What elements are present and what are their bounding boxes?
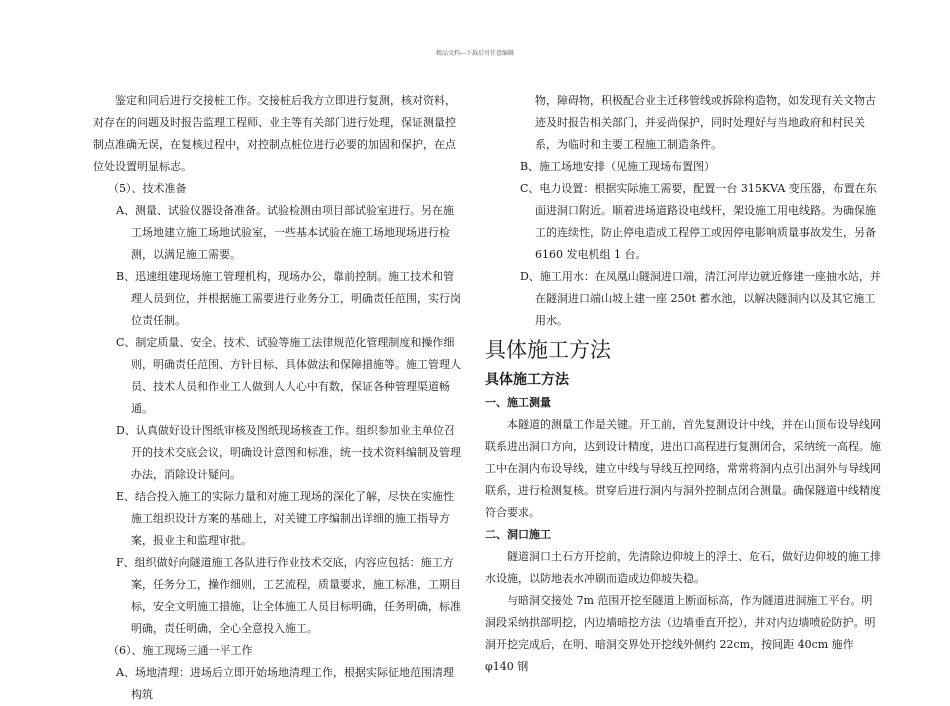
list-item: A、测量、试验仪器设备准备。试验检测由项目部试验室进行。另在施工场地建立施工场地试验室，一些基本试验在施工场地现场进行检测，以满足施工需要。 bbox=[116, 204, 454, 261]
list-item: D、认真做好设计图纸审核及图纸现场核查工作。组织参加业主单位召开的技术交底会议，明确设计意图和标准，统一技术资料编制及管理办法，消除设计疑问。 bbox=[116, 424, 461, 481]
list-item: A、场地清理：进场后立即开始场地清理工作，根据实际征地范围清理构筑 bbox=[116, 666, 454, 701]
section-1-title: 一、施工测量 bbox=[485, 396, 551, 409]
list-item: F、组织做好向隧道施工各队进行作业技术交底，内容应包括：施工方案，任务分工，操作细则，工艺流程，质量要求，施工标准，工期目标，安全文明施工措施，让全体施工人员目标明确，任务明确，标准明确，责任明确，全心全意投入施工。 bbox=[116, 556, 461, 635]
page-header: 精品文档---下载后可任意编辑 bbox=[435, 50, 515, 57]
heading-2: 具体施工方法 bbox=[485, 372, 569, 388]
list-item: E、结合投入施工的实际力量和对施工现场的深化了解，尽快在实施性施工组织设计方案的基础上，对关键工序编制出详细的施工指导方案，报业主和监理审批。 bbox=[116, 490, 455, 547]
left-column bbox=[93, 90, 464, 706]
section-2-body-2: 与暗洞交接处 7m 范围开挖至隧道上断面标高，作为隧道进洞施工平台。明洞段采纳拱部明挖，内边墙暗挖方法（边墙垂直开挖），并对内边墙喷砼防护。明洞开挖完成后，在明、暗洞交界处开挖线外侧约 22cm，按间距 40cm 施作 φ140 钢 bbox=[485, 594, 876, 673]
section-1-body: 本隧道的测量工作是关键。开工前，首先复测设计中线，并在山顶布设导线网联系进出洞口方向，达到设计精度，进出口高程进行复测闭合，采纳统一高程。施工中在洞内布设导线，建立中线与导线互控网络，常常将洞内点引出洞外与导线网联系，进行检测复核。贯穿后进行洞内与洞外控制点闭合测量。确保隧道中线精度符合要求。 bbox=[485, 418, 881, 519]
section-2-title: 二、洞口施工 bbox=[485, 528, 551, 541]
continued-paragraph: 物，障碍物，积极配合业主迁移管线或拆除构造物，如发现有关文物古迹及时报告相关部门，并妥尚保护，同时处理好与当地政府和村民关系，为临时和主要工程施工制造条件。 bbox=[535, 94, 876, 151]
section-5-title: （5）、技术准备 bbox=[108, 182, 187, 195]
list-item: B、迅速组建现场施工管理机构，现场办公，靠前控制。施工技术和管理人员到位，并根据施工需要进行业务分工，明确责任范围，实行岗位责任制。 bbox=[116, 270, 461, 327]
intro-paragraph: 鉴定和同后进行交接桩工作。交接桩后我方立即进行复测，核对资料，对存在的问题及时报告监理工程师、业主等有关部门进行处理，保证测量控制点准确无误，在复核过程中，对控制点桩位进行必要的加固和保护，在点位处设置明显标志。 bbox=[93, 94, 456, 173]
heading-1: 具体施工方法 bbox=[485, 338, 611, 362]
right-column bbox=[485, 90, 881, 678]
list-item: D、施工用水：在凤凰山隧洞进口端，清江河岸边就近修建一座抽水站，并在隧洞进口端山坡上建一座 250t 蓄水池，以解决隧洞内以及其它施工用水。 bbox=[520, 270, 881, 327]
list-item: C、电力设置：根据实际施工需要，配置一台 315KVA 变压器，布置在东面进洞口附近。顺着进场道路设电线杆，架设施工用电线路。为确保施工的连续性，防止停电造成工程停工或因停电影响质量事故发生，另备 6160 发电机组 1 台。 bbox=[520, 182, 877, 261]
section-6-title: （6）、施工现场三通一平工作 bbox=[108, 644, 253, 657]
list-item: C、制定质量、安全、技术、试验等施工法律规范化管理制度和操作细则，明确责任范围、方针目标、具体做法和保障措施等。施工管理人员、技术人员和作业工人做到人人心中有数，保证各种管理渠道畅通。 bbox=[116, 336, 461, 415]
section-2-body-1: 隧道洞口土石方开挖前，先清除边仰坡上的浮土、危石，做好边仰坡的施工排水设施，以防地表水冲刷而造成边仰坡失稳。 bbox=[485, 550, 881, 585]
list-item: B、施工场地安排（见施工现场布置图） bbox=[520, 160, 716, 173]
